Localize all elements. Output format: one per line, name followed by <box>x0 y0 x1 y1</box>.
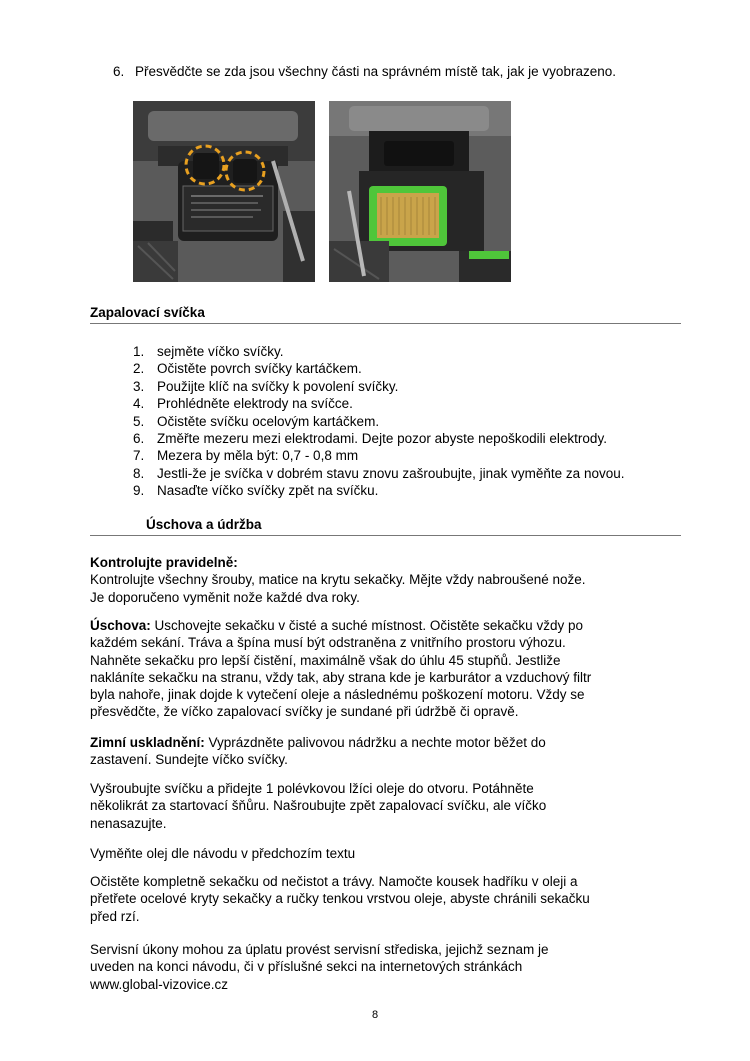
paragraph-line: Očistěte kompletně sekačku od nečistot a trávy. Namočte kousek hadříku v oleji a <box>90 874 578 889</box>
step-number: 6. <box>113 64 125 79</box>
spark-plug-photo <box>133 101 315 282</box>
air-filter-photo <box>329 101 511 282</box>
heading-text: Úschova a údržba <box>146 517 262 532</box>
paragraph-oil-change <box>90 845 690 862</box>
paragraph-line: uveden na konci návodu, či v příslušné sekci na internetových stránkách <box>90 959 523 975</box>
paragraph-label: Úschova: <box>90 618 151 633</box>
paragraph-line: přesvědčte, že víčko zapalovací svíčky je sundané při údržbě či opravě. <box>90 704 519 720</box>
item-number: 5. <box>133 413 145 429</box>
paragraph-line: Vyšroubujte svíčku a přidejte 1 polévkovou lžíci oleje do otvoru. Potáhněte <box>90 781 534 796</box>
paragraph-line: několikrát za startovací šňůru. Našroubujte zpět zapalovací svíčku, ale víčko <box>90 798 547 814</box>
item-number: 8. <box>133 465 145 481</box>
list-item <box>133 466 624 483</box>
air-filter-illustration <box>329 101 511 282</box>
paragraph-spark-plug-oil <box>90 780 690 832</box>
paragraph-title: Kontrolujte pravidelně: <box>90 555 238 570</box>
list-item <box>133 396 624 413</box>
paragraph-line: Nahněte sekačku pro lepší čistění, maximálně však do úhlu 45 stupňů. Jestliže <box>90 652 561 668</box>
item-number: 4. <box>133 396 145 412</box>
item-number: 6. <box>133 430 145 446</box>
paragraph-line: byla nahoře, jinak dojde k vytečení oleje a následnému poškození motoru. Vždy se <box>90 687 585 703</box>
paragraph-storage <box>90 617 690 721</box>
list-item <box>133 483 624 500</box>
item-text: Použijte klíč na svíčky k povolení svíčky. <box>157 378 399 394</box>
item-number: 1. <box>133 344 145 359</box>
item-number: 7. <box>133 448 145 464</box>
website-url: www.global-vizovice.cz <box>90 976 229 992</box>
paragraph-winter-storage <box>90 734 690 769</box>
paragraph-line: před rzí. <box>90 908 140 924</box>
heading-text: Zapalovací svíčka <box>90 305 205 320</box>
item-text: Prohlédněte elektrody na svíčce. <box>157 396 353 412</box>
item-text: sejměte víčko svíčky. <box>157 344 284 359</box>
paragraph-line: Kontrolujte všechny šrouby, matice na krytu sekačky. Mějte vždy nabroušené nože. <box>90 572 586 588</box>
paragraph-label: Zimní uskladnění: <box>90 735 205 750</box>
section-heading-storage <box>90 517 681 536</box>
item-text: Nasaďte víčko svíčky zpět na svíčku. <box>157 483 379 499</box>
paragraph-line: nakláníte sekačku na stranu, vždy tak, aby strana kde je karburátor a vzduchový filtr <box>90 669 592 685</box>
item-number: 2. <box>133 361 145 377</box>
paragraph-line: nenasazujte. <box>90 815 167 831</box>
paragraph-service <box>90 941 690 993</box>
item-text: Očistěte svíčku ocelovým kartáčkem. <box>157 413 380 429</box>
paragraph-line: každém sekání. Tráva a špína musí být odstraněna z vnitřního prostoru výhozu. <box>90 635 566 651</box>
step-text: Přesvědčte se zda jsou všechny části na správném místě tak, jak je vyobrazeno. <box>135 64 616 79</box>
paragraph-line: Uschovejte sekačku v čisté a suché místnost. Očistěte sekačku vždy po <box>150 618 583 633</box>
spark-plug-steps-list <box>133 344 624 501</box>
list-item <box>133 361 624 378</box>
paragraph-line: Je doporučeno vyměnit nože každé dva roky. <box>90 589 360 605</box>
paragraph-line: přetřete ocelové kryty sekačky a ručky tenkou vrstvou oleje, abyste chránili sekačku <box>90 891 590 907</box>
list-item <box>133 448 624 465</box>
list-item <box>133 431 624 448</box>
list-item <box>133 344 624 361</box>
list-item <box>133 379 624 396</box>
paragraph-line: Servisní úkony mohou za úplatu provést servisní střediska, jejichž seznam je <box>90 942 549 957</box>
item-text: Mezera by měla být: 0,7 - 0,8 mm <box>157 448 359 464</box>
section-heading-spark-plug <box>90 305 681 324</box>
mower-engine-illustration <box>133 101 315 282</box>
paragraph-line: zastavení. Sundejte víčko svíčky. <box>90 752 288 768</box>
item-number: 9. <box>133 483 145 499</box>
item-text: Změřte mezeru mezi elektrodami. Dejte pozor abyste nepoškodili elektrody. <box>157 430 607 446</box>
paragraph-cleaning <box>90 873 690 925</box>
step-6 <box>113 64 616 79</box>
paragraph-regular-checks <box>90 554 690 606</box>
paragraph-line: Vyprázdněte palivovou nádržku a nechte motor běžet do <box>204 735 546 750</box>
item-number: 3. <box>133 378 145 394</box>
list-item <box>133 414 624 431</box>
item-text: Jestli-že je svíčka v dobrém stavu znovu zašroubujte, jinak vyměňte za novou. <box>157 465 625 481</box>
page-number: 8 <box>371 1009 379 1021</box>
paragraph-line: Vyměňte olej dle návodu v předchozím textu <box>90 846 356 861</box>
item-text: Očistěte povrch svíčky kartáčkem. <box>157 361 362 377</box>
